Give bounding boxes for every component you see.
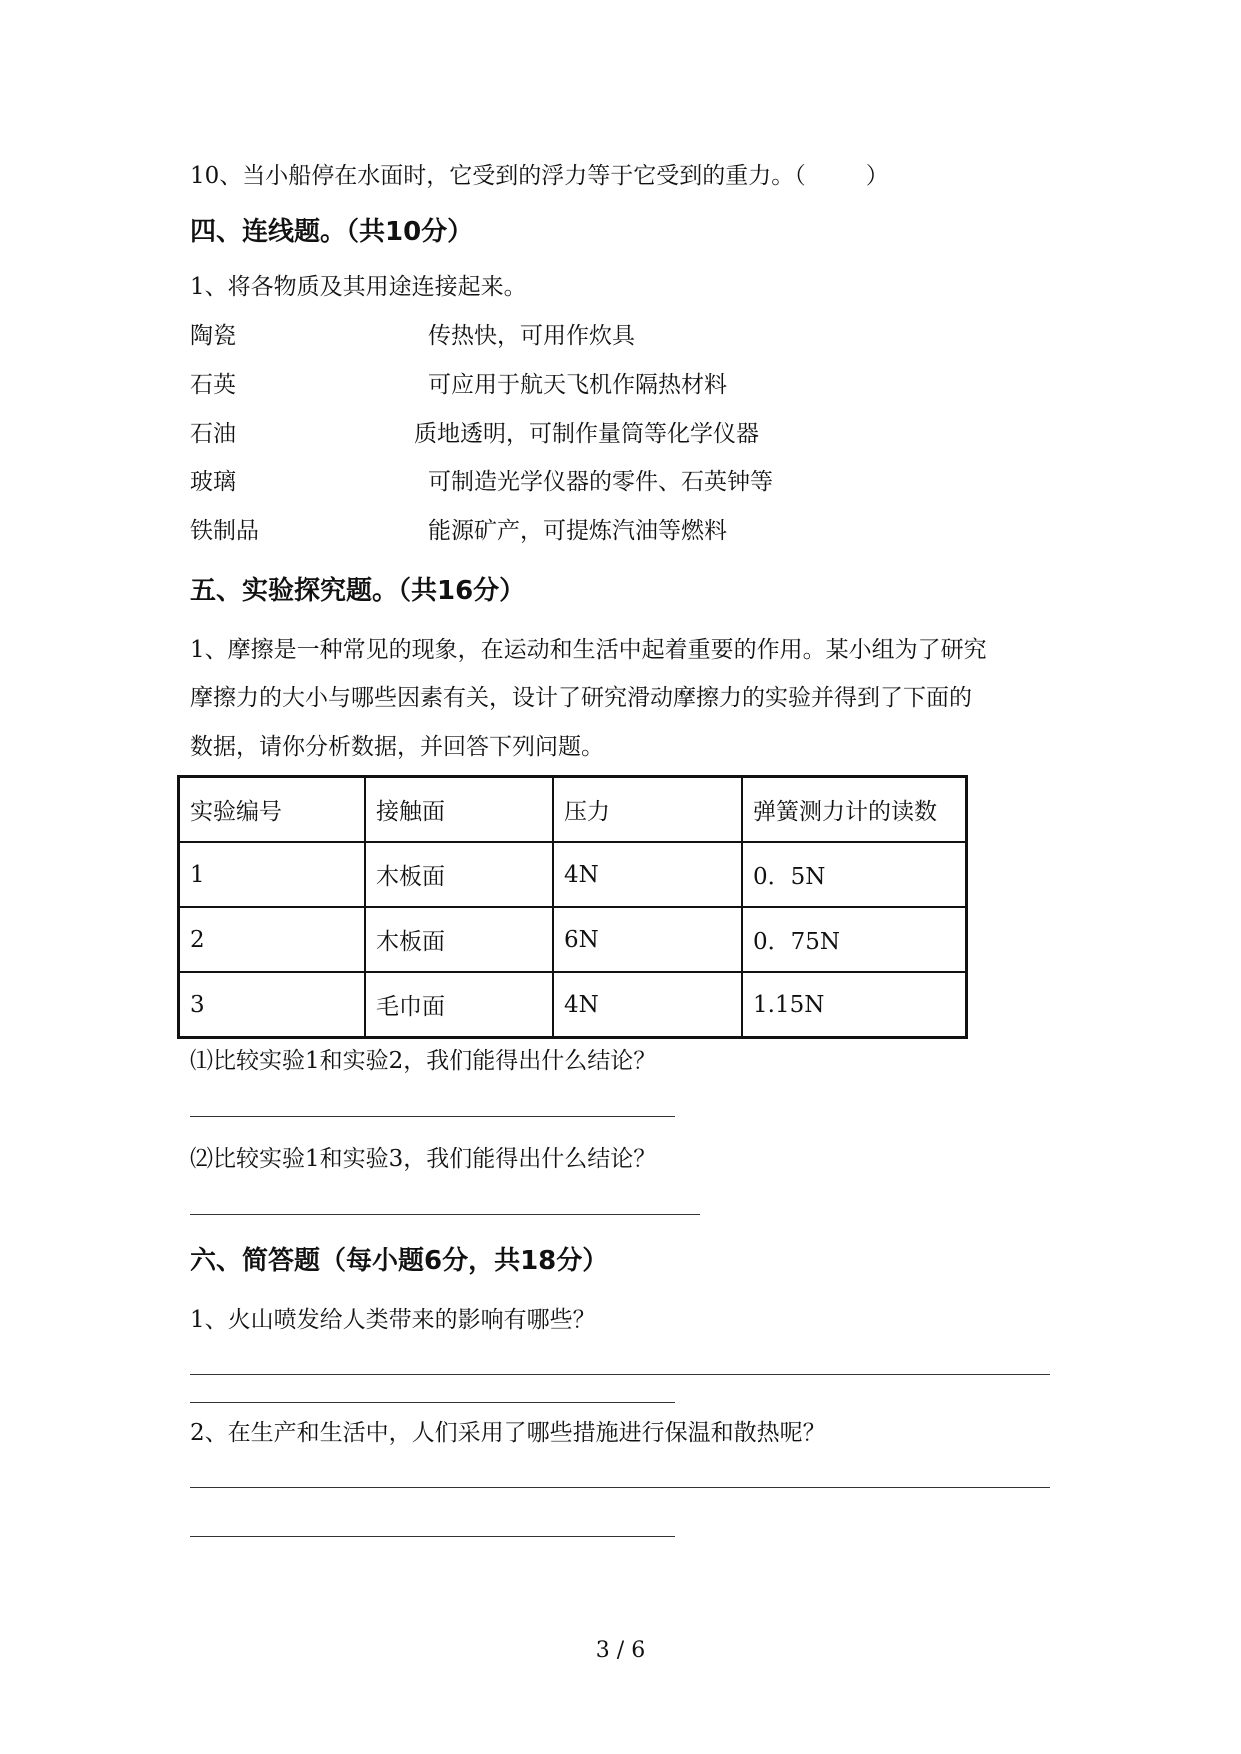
answer-line[interactable]: [190, 1536, 675, 1537]
table-cell: 木板面: [365, 842, 553, 907]
match-right-item[interactable]: 传热快，可用作炊具: [428, 323, 635, 349]
answer-line[interactable]: [190, 1374, 1050, 1375]
table-row: [179, 972, 967, 1038]
match-left-item[interactable]: 石油: [190, 421, 236, 447]
question-10-close: ）: [865, 163, 889, 189]
table-header-cell: 压力: [553, 777, 742, 843]
answer-line[interactable]: [190, 1487, 1050, 1488]
match-left-item[interactable]: 铁制品: [190, 518, 259, 544]
table-cell: 2: [179, 907, 366, 972]
section-6-title: 六、简答题（每小题6分，共18分）: [190, 1246, 609, 1276]
match-right-item[interactable]: 可应用于航天飞机作隔热材料: [428, 372, 727, 398]
match-left-item[interactable]: 玻璃: [190, 469, 236, 495]
question-10: [190, 160, 889, 192]
answer-line[interactable]: [190, 1116, 675, 1117]
table-cell: 毛巾面: [365, 972, 553, 1038]
question-10-text: 10、当小船停在水面时，它受到的浮力等于它受到的重力。（: [190, 163, 806, 189]
table-cell: 6N: [553, 907, 742, 972]
answer-line[interactable]: [190, 1402, 675, 1403]
section-5-question-line: 数据，请你分析数据，并回答下列问题。: [190, 734, 604, 760]
match-left-item[interactable]: 石英: [190, 372, 236, 398]
match-left-item[interactable]: 陶瓷: [190, 323, 236, 349]
table-cell: 0．75N: [742, 907, 967, 972]
section-5-question-line: 摩擦力的大小与哪些因素有关，设计了研究滑动摩擦力的实验并得到了下面的: [190, 685, 972, 711]
section-5-title: 五、实验探究题。（共16分）: [190, 576, 526, 606]
section-4-title: 四、连线题。（共10分）: [190, 217, 474, 247]
match-right-item[interactable]: 可制造光学仪器的零件、石英钟等: [428, 469, 773, 495]
table-cell: 3: [179, 972, 366, 1038]
table-cell: 0．5N: [742, 842, 967, 907]
match-right-item[interactable]: 质地透明，可制作量筒等化学仪器: [414, 421, 759, 447]
table-cell: 1.15N: [742, 972, 967, 1038]
sub-question-1: ⑴比较实验1和实验2，我们能得出什么结论？: [190, 1048, 657, 1074]
sub-question-2: ⑵比较实验1和实验3，我们能得出什么结论？: [190, 1146, 657, 1172]
page-number: 3 / 6: [595, 1638, 646, 1663]
table-cell: 1: [179, 842, 366, 907]
experiment-table: [177, 775, 968, 1039]
table-header-row: [179, 777, 967, 843]
table-cell: 4N: [553, 842, 742, 907]
section-6-question-1: 1、火山喷发给人类带来的影响有哪些？: [190, 1307, 596, 1333]
section-4-question-1: 1、将各物质及其用途连接起来。: [190, 274, 527, 300]
match-right-item[interactable]: 能源矿产，可提炼汽油等燃料: [428, 518, 727, 544]
table-row: [179, 907, 967, 972]
table-header-cell: 弹簧测力计的读数: [742, 777, 967, 843]
table-row: [179, 842, 967, 907]
section-6-question-2: 2、在生产和生活中，人们采用了哪些措施进行保温和散热呢？: [190, 1420, 826, 1446]
table-header-cell: 接触面: [365, 777, 553, 843]
table-cell: 4N: [553, 972, 742, 1038]
section-5-question-line: 1、摩擦是一种常见的现象，在运动和生活中起着重要的作用。某小组为了研究: [190, 637, 987, 663]
table-header-cell: 实验编号: [179, 777, 366, 843]
table-cell: 木板面: [365, 907, 553, 972]
answer-line[interactable]: [190, 1214, 700, 1215]
